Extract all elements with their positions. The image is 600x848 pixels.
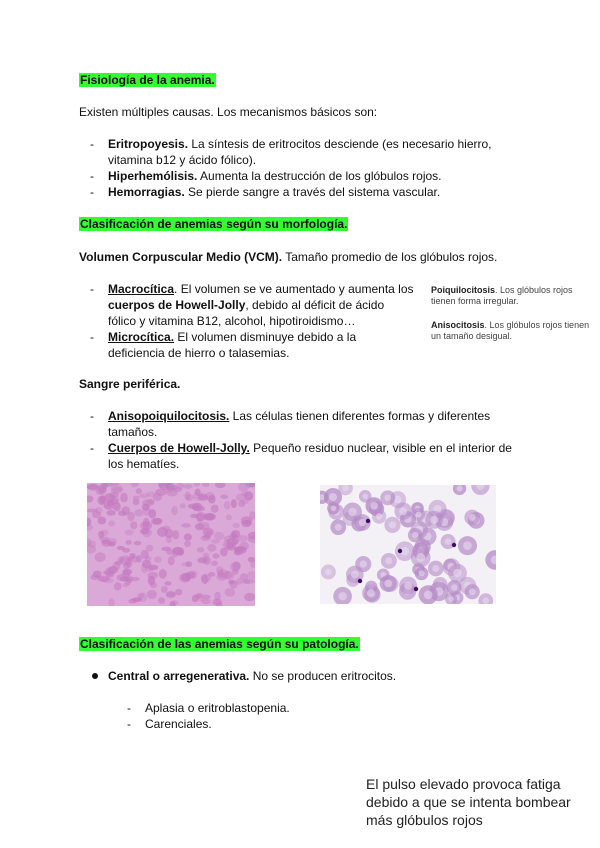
vcm-line: Volumen Corpuscular Medio (VCM). Tamaño promedio de los glóbulos rojos.	[79, 250, 498, 264]
list-item-howell-jolly: Cuerpos de Howell-Jolly. Pequeño residuo nuclear, visible en el interior de los hematíes.	[108, 441, 512, 471]
note-anisocitosis: Anisocitosis. Los glóbulos rojos tienen un tamaño desigual.	[431, 320, 590, 341]
subitem-aplasia: Aplasia o eritroblastopenia.	[145, 701, 290, 715]
list-item-macrocitica: Macrocítica. El volumen se ve aumentado y aumenta los cuerpos de Howell-Jolly, debido al déficit de ácido fólico y vitamina B12, alcohol, hipotiroidismo…	[108, 282, 414, 328]
dash: -	[127, 717, 131, 731]
heading-patologia: Clasificación de las anemias según su patología.	[80, 637, 359, 651]
list-item-eritropoyesis: Eritropoyesis. La síntesis de eritrocitos desciende (es necesario hierro, vitamina b12 y ácido fólico).	[108, 137, 492, 167]
intro-text: Existen múltiples causas. Los mecanismos básicos son:	[79, 105, 378, 119]
heading-morfologia: Clasificación de anemias según su morfología.	[80, 217, 348, 231]
subitem-carenciales: Carenciales.	[145, 717, 212, 731]
side-note-pulso: El pulso elevado provoca fatiga debido a que se intenta bombear más glóbulos rojos	[366, 776, 571, 828]
bullet-icon	[92, 673, 98, 679]
blood-smear-image-right	[320, 485, 496, 604]
list-item-hemorragias: Hemorragias. Se pierde sangre a través del sistema vascular.	[108, 185, 441, 199]
heading-sangre-periferica: Sangre periférica.	[79, 377, 181, 391]
list-item-microcitica: Microcítica. El volumen disminuye debido a la deficiencia de hierro o talasemias.	[108, 330, 357, 360]
list-item-central: Central o arregenerativa. No se producen eritrocitos.	[108, 669, 397, 683]
note-poiquilocitosis: Poiquilocitosis. Los glóbulos rojos tienen forma irregular.	[431, 285, 573, 306]
dash: -	[127, 701, 131, 715]
dash: -	[90, 409, 94, 423]
dash: -	[90, 282, 94, 296]
heading-fisiologia: Fisiología de la anemia.	[80, 73, 215, 87]
blood-smear-image-left	[87, 483, 255, 606]
list-item-anisopoiquilocitosis: Anisopoiquilocitosis. Las células tienen diferentes formas y diferentes tamaños.	[108, 409, 491, 439]
dash: -	[90, 185, 94, 199]
dash: -	[90, 330, 94, 344]
dash: -	[90, 137, 94, 151]
list-item-hiperhemolisis: Hiperhemólisis. Aumenta la destrucción de los glóbulos rojos.	[108, 169, 442, 183]
dash: -	[90, 441, 94, 455]
dash: -	[90, 169, 94, 183]
